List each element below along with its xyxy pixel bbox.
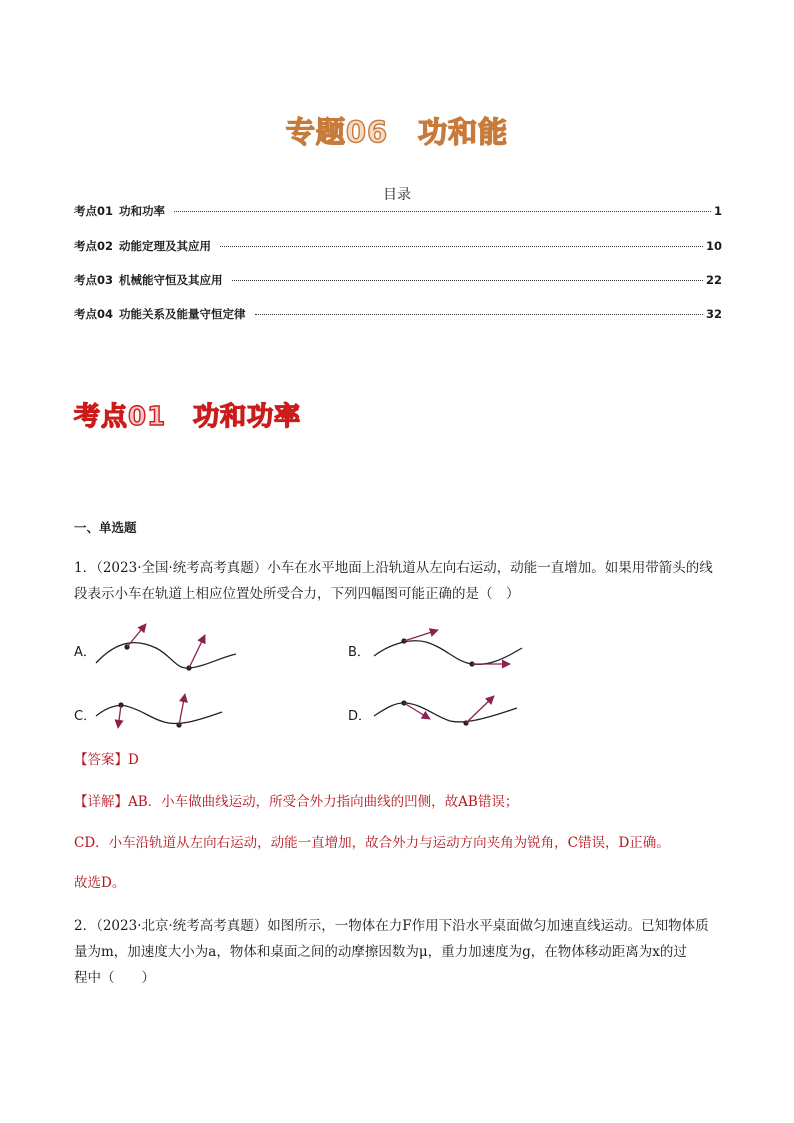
question-1-line: 段表示小车在轨道上相应位置处所受合力，下列四幅图可能正确的是（ ） [74, 586, 520, 602]
toc-leader [255, 314, 703, 315]
detail-text: AB．小车做曲线运动，所受合外力指向曲线的凹侧，故AB错误； [128, 794, 519, 810]
toc-item[interactable] [74, 272, 722, 288]
option-d-label: D． [348, 709, 372, 724]
subsection-heading: 一、单选题 [74, 520, 137, 535]
toc-item[interactable] [74, 238, 722, 254]
document-title: 专题06 功和能 [285, 115, 509, 149]
force-arrow [118, 705, 121, 728]
toc-leader [220, 246, 703, 247]
detail-line [74, 789, 518, 815]
track-curve [374, 703, 517, 722]
section-heading: 考点01 功和功率 [74, 402, 302, 432]
option-c-figure [94, 686, 234, 732]
toc-item-label: 机械能守恒及其应用 [119, 273, 223, 287]
question-2-line: 2．（2023·北京·统考高考真题）如图所示，一物体在力F作用下沿水平桌面做匀加速直线运动。已知物体质 [74, 918, 709, 934]
toc-item-code: 考点01 [74, 204, 114, 218]
question-2-line: 量为m，加速度大小为a，物体和桌面之间的动摩擦因数为μ，重力加速度为g，在物体移动距离为x的过 [74, 944, 687, 960]
track-curve [374, 641, 522, 665]
toc-heading: 目录 [383, 187, 411, 203]
toc-item-label: 功能关系及能量守恒定律 [119, 307, 246, 321]
option-a-label: A． [74, 645, 96, 660]
answer-label: 【答案】 [74, 752, 128, 768]
toc-item-code: 考点02 [74, 239, 114, 253]
toc-item-label: 功和功率 [119, 204, 166, 218]
toc-item-page: 1 [713, 204, 722, 218]
force-arrow [179, 694, 185, 725]
toc-item-page: 10 [705, 239, 722, 253]
question-1-line: 1．（2023·全国·统考高考真题）小车在水平地面上沿轨道从左向右运动，动能一直增加。如果用带箭头的线 [74, 560, 713, 576]
question-2-line: 程中（ ） [74, 970, 155, 986]
toc-item-label: 动能定理及其应用 [119, 239, 212, 253]
toc-leader [232, 280, 703, 281]
answer-line [74, 747, 139, 773]
detail-text: CD．小车沿轨道从左向右运动，动能一直增加，故合外力与运动方向夹角为锐角，C错误，D正确。 [74, 835, 670, 851]
question-2-stem [74, 913, 734, 991]
toc-item[interactable] [74, 306, 722, 322]
toc-leader [174, 211, 711, 212]
toc-item-code: 考点03 [74, 273, 114, 287]
option-c-label: C． [74, 709, 97, 724]
track-curve [96, 643, 236, 669]
toc-item[interactable] [74, 203, 722, 219]
toc-item-code: 考点04 [74, 307, 114, 321]
conclusion-text: 故选D。 [74, 875, 126, 891]
option-b-label: B． [348, 645, 370, 660]
answer-value: D [128, 752, 139, 768]
toc-item-page: 32 [705, 307, 722, 321]
option-d-figure [372, 686, 522, 732]
force-arrow [189, 635, 205, 668]
force-arrow [404, 630, 438, 641]
detail-label: 【详解】 [74, 794, 128, 810]
option-a-figure [94, 618, 244, 678]
question-1-stem [74, 555, 734, 607]
option-b-figure [370, 626, 530, 676]
toc-item-page: 22 [705, 273, 722, 287]
track-curve [96, 705, 222, 723]
